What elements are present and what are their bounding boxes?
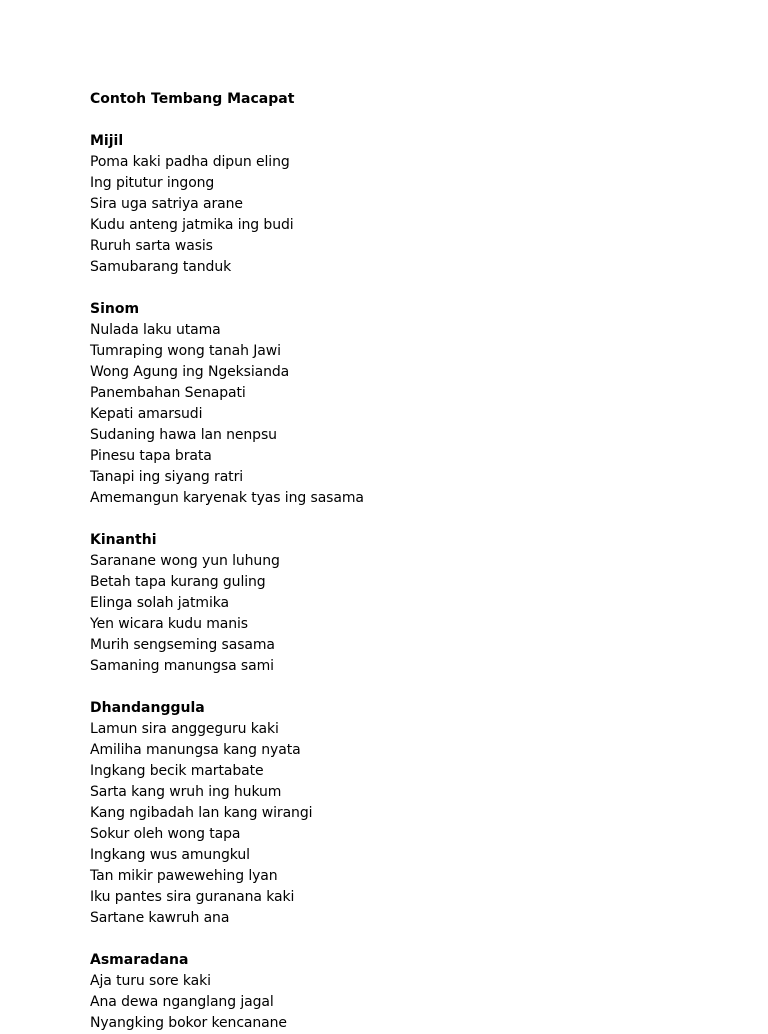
stanza-line: Poma kaki padha dipun eling [90,154,290,170]
stanza-heading: Dhandanggula [90,700,205,716]
stanza-line: Yen wicara kudu manis [90,616,248,632]
spacer [90,677,730,698]
stanza-line: Sartane kawruh ana [90,910,230,926]
stanza-line: Pinesu tapa brata [90,448,212,464]
stanza [90,299,730,509]
stanza-line: Ing pitutur ingong [90,175,215,191]
stanza-line: Tan mikir pawewehing lyan [90,868,278,884]
spacer [90,929,730,950]
stanza-line: Amemangun karyenak tyas ing sasama [90,490,364,506]
stanza-line: Sudaning hawa lan nenpsu [90,427,277,443]
stanza [90,530,730,677]
stanza-line: Murih sengseming sasama [90,637,275,653]
document-page [90,89,730,1034]
stanza-heading: Mijil [90,133,124,149]
stanza-line: Kepati amarsudi [90,406,203,422]
stanza-line: Lamun sira anggeguru kaki [90,721,279,737]
stanza-line: Ana dewa nganglang jagal [90,994,274,1010]
stanza-line: Kang ngibadah lan kang wirangi [90,805,313,821]
stanza-list [90,131,730,1034]
stanza [90,950,730,1034]
stanza-line: Ingkang wus amungkul [90,847,250,863]
stanza-line: Kudu anteng jatmika ing budi [90,217,294,233]
stanza-line: Tanapi ing siyang ratri [90,469,244,485]
stanza-line: Nulada laku utama [90,322,221,338]
spacer [90,278,730,299]
stanza-line: Ingkang becik martabate [90,763,264,779]
stanza-line: Sarta kang wruh ing hukum [90,784,282,800]
stanza-line: Iku pantes sira guranana kaki [90,889,295,905]
stanza-line: Nyangking bokor kencanane [90,1015,287,1031]
stanza-line: Ruruh sarta wasis [90,238,213,254]
stanza [90,698,730,929]
stanza-heading: Kinanthi [90,532,157,548]
stanza-line: Sira uga satriya arane [90,196,243,212]
spacer [90,509,730,530]
document-title: Contoh Tembang Macapat [90,91,295,107]
stanza [90,131,730,278]
stanza-heading: Sinom [90,301,140,317]
stanza-line: Panembahan Senapati [90,385,246,401]
stanza-line: Wong Agung ing Ngeksianda [90,364,290,380]
stanza-line: Sokur oleh wong tapa [90,826,241,842]
stanza-line: Tumraping wong tanah Jawi [90,343,281,359]
stanza-line: Betah tapa kurang guling [90,574,266,590]
stanza-line: Samaning manungsa sami [90,658,274,674]
stanza-line: Aja turu sore kaki [90,973,211,989]
stanza-heading: Asmaradana [90,952,189,968]
stanza-line: Saranane wong yun luhung [90,553,280,569]
spacer [90,110,730,131]
stanza-line: Amiliha manungsa kang nyata [90,742,301,758]
stanza-line: Elinga solah jatmika [90,595,229,611]
stanza-line: Samubarang tanduk [90,259,232,275]
